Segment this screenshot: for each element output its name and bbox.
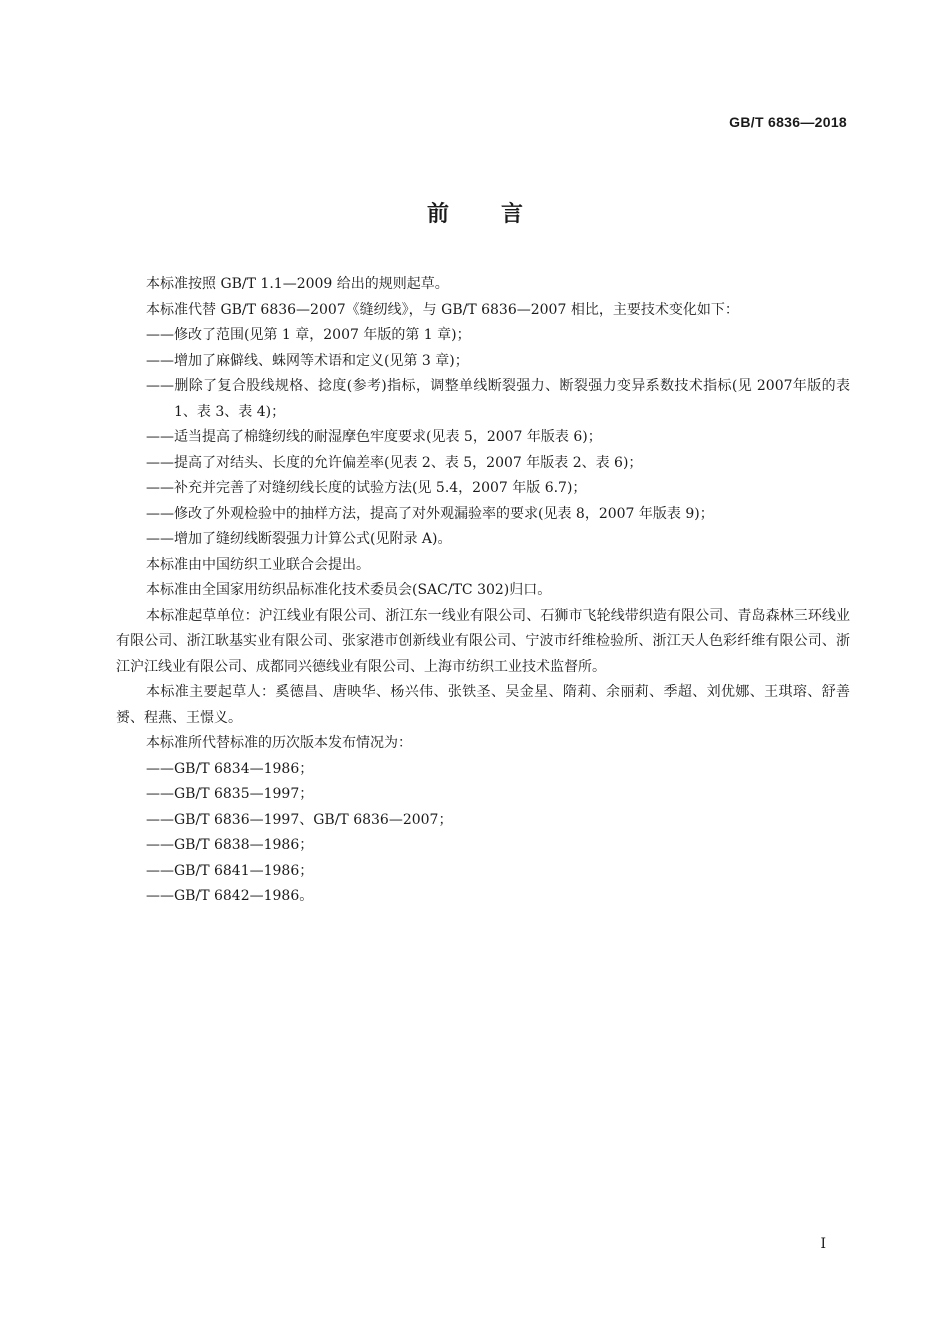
paragraph-history-intro: 本标准所代替标准的历次版本发布情况为： bbox=[146, 735, 412, 751]
standard-number: GB/T 6836—2018 bbox=[729, 114, 847, 130]
paragraph-proposed-by: 本标准由中国纺织工业联合会提出。 bbox=[146, 556, 370, 573]
change-item: ——修改了范围(见第 1 章，2007 年版的第 1 章)； bbox=[146, 327, 471, 343]
paragraph-drafters: 本标准主要起草人：奚德昌、唐映华、杨兴伟、张铁圣、吴金星、隋莉、余丽莉、季超、刘优娜、王琪瑢、舒善赟、程燕、王憬义。 bbox=[116, 684, 850, 726]
history-item: ——GB/T 6838—1986； bbox=[146, 837, 314, 853]
change-item: ——增加了麻僻线、蛛网等术语和定义(见第 3 章)； bbox=[146, 352, 469, 369]
history-item: ——GB/T 6835—1997； bbox=[146, 786, 314, 802]
change-item: ——增加了缝纫线断裂强力计算公式(见附录 A)。 bbox=[146, 531, 452, 547]
history-item: ——GB/T 6841—1986； bbox=[146, 862, 314, 879]
history-item: ——GB/T 6842—1986。 bbox=[146, 888, 314, 904]
history-item: ——GB/T 6834—1986； bbox=[146, 760, 314, 777]
change-item: ——删除了复合股线规格、捻度(参考)指标，调整单线断裂强力、断裂强力变异系数技术指标(见 2007年版的表 1、表 3、表 4)； bbox=[146, 378, 850, 420]
paragraph-replacement: 本标准代替 GB/T 6836—2007《缝纫线》，与 GB/T 6836—2007 相比，主要技术变化如下： bbox=[146, 301, 739, 318]
change-item: ——适当提高了棉缝纫线的耐湿摩色牢度要求(见表 5，2007 年版表 6)； bbox=[146, 429, 602, 445]
change-item: ——提高了对结头、长度的允许偏差率(见表 2、表 5，2007 年版表 2、表 6)； bbox=[146, 454, 643, 471]
history-item: ——GB/T 6836—1997、GB/T 6836—2007； bbox=[146, 811, 453, 828]
foreword-body bbox=[116, 272, 850, 910]
paragraph-managed-by: 本标准由全国家用纺织品标准化技术委员会(SAC/TC 302)归口。 bbox=[146, 582, 552, 598]
paragraph-drafting-rules: 本标准按照 GB/T 1.1—2009 给出的规则起草。 bbox=[146, 276, 449, 292]
change-item: ——修改了外观检验中的抽样方法，提高了对外观漏验率的要求(见表 8，2007 年版表 9)； bbox=[146, 505, 714, 522]
paragraph-drafting-units: 本标准起草单位：沪江线业有限公司、浙江东一线业有限公司、石狮市飞轮线带织造有限公司、青岛森林三环线业有限公司、浙江耿基实业有限公司、张家港市创新线业有限公司、宁波市纤维检验所、浙江天人色彩纤维有限公司、浙江沪江线业有限公司、成都同兴德线业有限公司、上海市纺织工业技术监督所。 bbox=[116, 607, 850, 675]
change-item: ——补充并完善了对缝纫线长度的试验方法(见 5.4，2007 年版 6.7)； bbox=[146, 480, 587, 496]
page-number: I bbox=[820, 1236, 826, 1252]
page-title: 前言 bbox=[426, 202, 575, 227]
